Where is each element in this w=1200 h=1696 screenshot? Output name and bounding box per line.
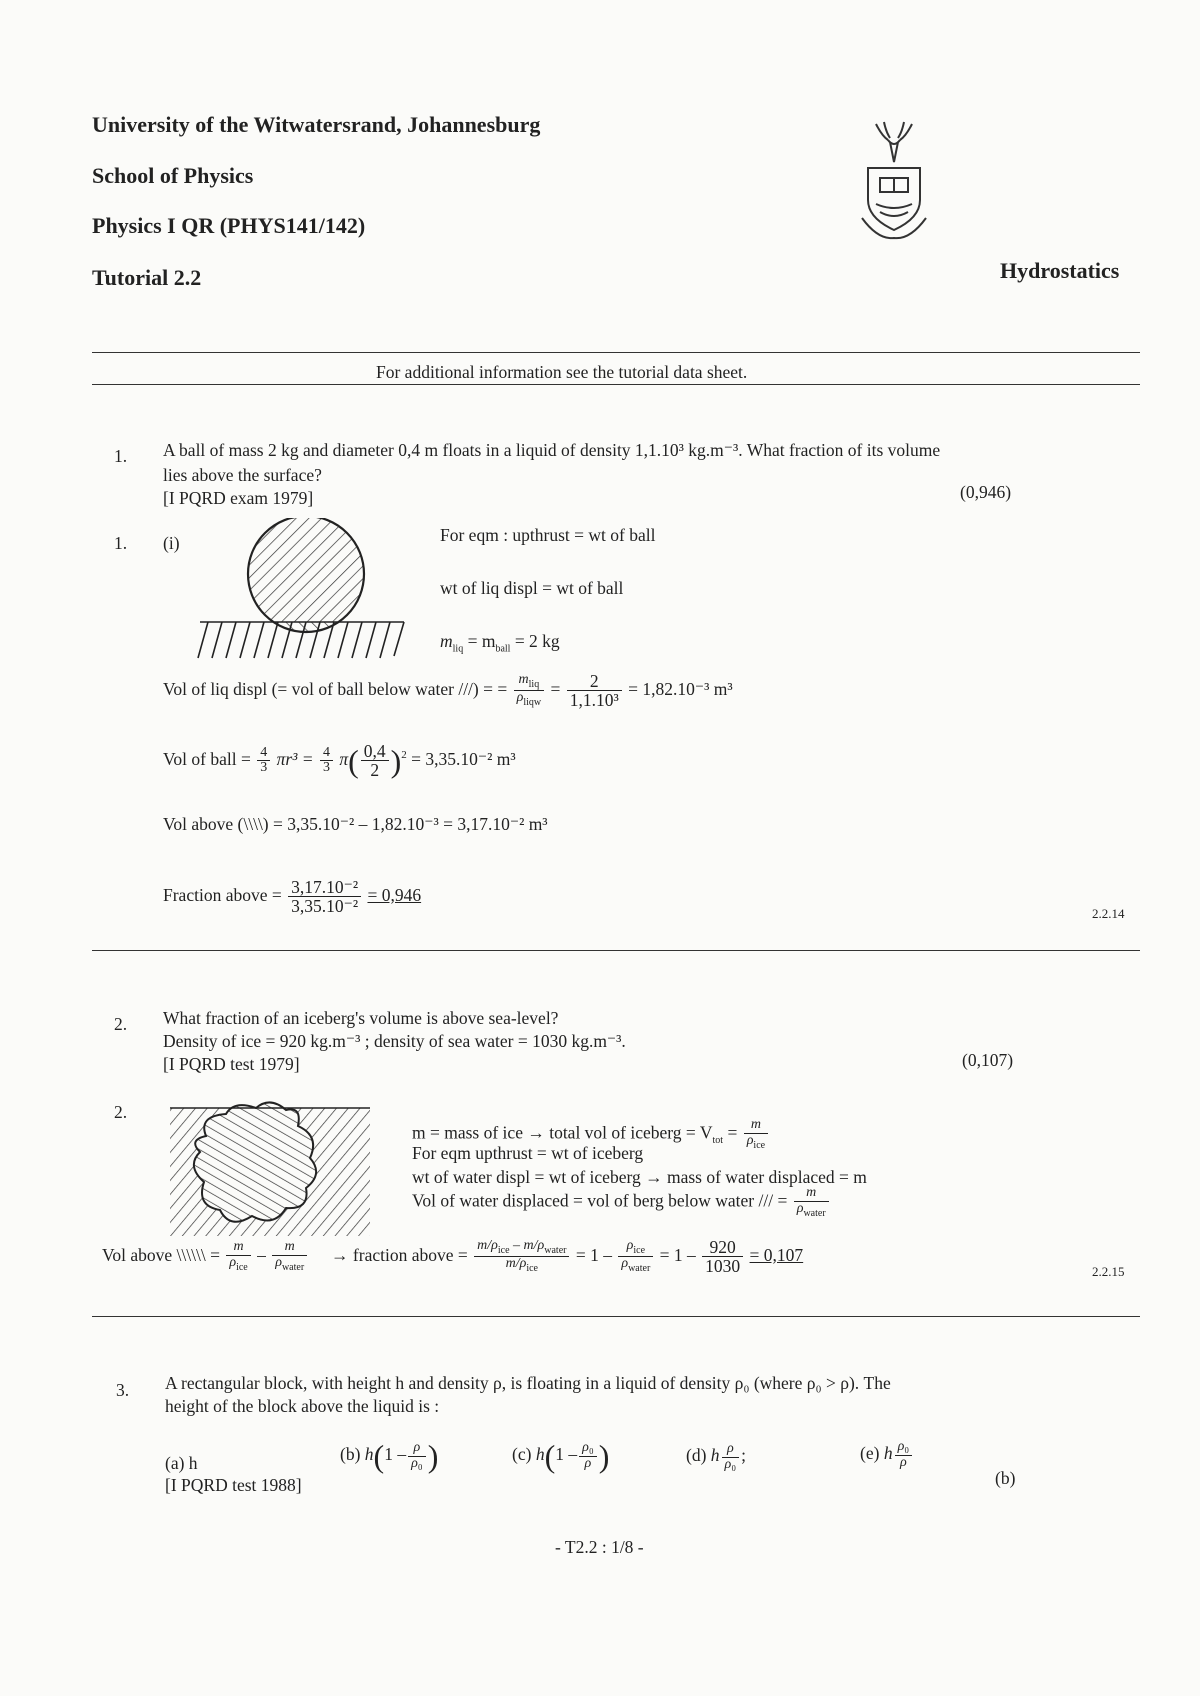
- q1-text-line1: A ball of mass 2 kg and diameter 0,4 m floats in a liquid of density 1,1.10³ kg.m⁻³. What fraction of its volume: [163, 440, 941, 460]
- tutorial-number: Tutorial 2.2: [92, 265, 202, 290]
- q2-text-line2: Density of ice = 920 kg.m⁻³ ; density of sea water = 1030 kg.m⁻³.: [163, 1031, 626, 1051]
- s2-line-vol-displaced: Vol of water displaced = vol of berg below water /// = $\frac{m}{\rho_{water}}$: [412, 1186, 831, 1219]
- tutorial-topic: Hydrostatics: [1000, 258, 1120, 283]
- floating-ball-diagram: [194, 518, 416, 666]
- q2-number: 2.: [114, 1014, 128, 1034]
- q3-text-line1: A rectangular block, with height h and density ρ, is floating in a liquid of density ρ₀ (where ρ₀ > ρ). The: [165, 1373, 891, 1393]
- q3-text-line2: height of the block above the liquid is :: [165, 1396, 440, 1416]
- s1-eq-upthrust: For eqm : upthrust = wt of ball: [440, 525, 656, 545]
- q3-option-b: (b) h(1 – $\frac{\rho}{\text{ρ₀}}$ ): [340, 1438, 439, 1474]
- school-name: School of Physics: [92, 163, 254, 188]
- s1-part: (i): [163, 533, 180, 553]
- section-rule-2: [92, 1316, 1140, 1317]
- s2-line-water-displaced: wt of water displ = wt of iceberg → mass of water displaced = m: [412, 1167, 867, 1187]
- q1-number: 1.: [114, 446, 128, 466]
- s1-reference: 2.2.14: [1092, 906, 1125, 921]
- university-crest-logo: [848, 118, 940, 256]
- q3-option-a: (a) h: [165, 1453, 198, 1473]
- q2-source: [I PQRD test 1979]: [163, 1054, 300, 1074]
- iceberg-diagram: [170, 1096, 370, 1236]
- q3-number: 3.: [116, 1380, 130, 1400]
- section-rule-1: [92, 950, 1140, 951]
- s2-reference: 2.2.15: [1092, 1264, 1125, 1279]
- page-number: - T2.2 : 1/8 -: [555, 1537, 644, 1557]
- s1-vol-ball: Vol of ball = $\frac{4}{3}$ πr³ = $\frac{4}{3}$ π( $\frac{0,4}{2}$ )$^2$ = 3,35.10⁻² m³: [163, 741, 516, 781]
- q2-answer: (0,107): [962, 1050, 1014, 1070]
- course-code: Physics I QR (PHYS141/142): [92, 213, 366, 238]
- university-name: University of the Witwatersrand, Johannesburg: [92, 112, 541, 137]
- s1-vol-above: Vol above (\\\\) = 3,35.10⁻² – 1,82.10⁻³ = 3,17.10⁻² m³: [163, 814, 548, 834]
- q2-text-line1: What fraction of an iceberg's volume is above sea-level?: [163, 1008, 559, 1028]
- s2-line-upthrust: For eqm upthrust = wt of iceberg: [412, 1143, 644, 1163]
- s2-vol-above-fraction: Vol above \\\\\\ = $\frac{m}{\rho_{ice}}$ – $\frac{m}{\rho_{water}}$ → fraction above = $\frac{m/\rho_{ice} - m/\rho_{water}}{m/\rho_{ice}}$ = 1 – $\frac{\rho_{ice}}{\rho_{water}}$ = 1 – $\frac{920}{1030}$ = 0,107: [102, 1237, 804, 1277]
- s1-eq-displaced: wt of liq displ = wt of ball: [440, 578, 624, 598]
- header-rule-bottom: [92, 384, 1140, 385]
- s1-eq-mass: $m_{liq} = m_{ball} = 2$ kg: [440, 631, 560, 655]
- q1-text-line2: lies above the surface?: [163, 465, 322, 485]
- q1-answer: (0,946): [960, 482, 1012, 502]
- s2-line-mass-of-ice: m = mass of ice → total vol of iceberg = $V_{tot}$ = $\frac{m}{\rho_{ice}}$: [412, 1118, 770, 1151]
- q3-source: [I PQRD test 1988]: [165, 1475, 302, 1495]
- s1-vol-liquid-displaced: Vol of liq displ (= vol of ball below water ///) = = $\frac{m_{liq}}{\rho_{liqw}}$ = $\frac{2}{\text{1,1.10³}}$ = 1,82.10⁻³ m³: [163, 671, 733, 711]
- q1-source: [I PQRD exam 1979]: [163, 488, 314, 508]
- header-rule-top: [92, 352, 1140, 353]
- s1-number: 1.: [114, 533, 128, 553]
- q3-option-c: (c) h(1 – $\frac{\text{ρ₀}}{\rho}$ ): [512, 1438, 610, 1474]
- q3-answer: (b): [995, 1468, 1016, 1488]
- info-note: For additional information see the tutorial data sheet.: [376, 362, 748, 382]
- q3-option-e: (e) h $\frac{\text{ρ₀}}{\rho}$: [860, 1440, 914, 1470]
- s2-number: 2.: [114, 1102, 128, 1122]
- s1-fraction-above: Fraction above = $\frac{\text{3,17.10⁻²}}{\text{3,35.10⁻²}}$ = 0,946: [163, 877, 422, 917]
- q3-option-d: (d) h $\frac{\rho}{\text{ρ₀}}$ ;: [686, 1441, 747, 1472]
